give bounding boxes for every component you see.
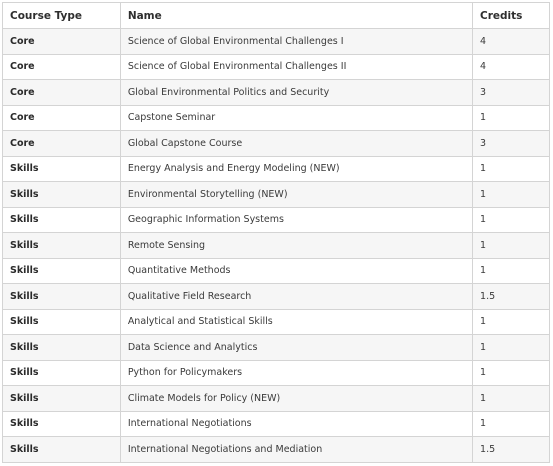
table-body xyxy=(3,29,550,463)
table-row xyxy=(3,360,550,386)
table-header xyxy=(3,3,550,29)
table-row xyxy=(3,54,550,80)
course-name-cell: Energy Analysis and Energy Modeling (NEW) xyxy=(120,156,472,182)
credits-cell: 1 xyxy=(473,182,550,208)
course-name-cell: Science of Global Environmental Challenges II xyxy=(120,54,472,80)
course-name-cell: Global Capstone Course xyxy=(120,131,472,157)
table-row xyxy=(3,156,550,182)
course-type-cell: Skills xyxy=(3,233,121,259)
course-type-cell: Core xyxy=(3,80,121,106)
header-row xyxy=(3,3,550,29)
course-name-cell: Analytical and Statistical Skills xyxy=(120,309,472,335)
table-row xyxy=(3,437,550,463)
course-type-cell: Skills xyxy=(3,156,121,182)
course-name-cell: Geographic Information Systems xyxy=(120,207,472,233)
course-type-cell: Skills xyxy=(3,386,121,412)
credits-cell: 3 xyxy=(473,80,550,106)
table-row xyxy=(3,182,550,208)
course-name-cell: Global Environmental Politics and Security xyxy=(120,80,472,106)
credits-cell: 1 xyxy=(473,258,550,284)
credits-cell: 1 xyxy=(473,386,550,412)
credits-cell: 1 xyxy=(473,411,550,437)
credits-cell: 1 xyxy=(473,360,550,386)
column-header-name: Name xyxy=(120,3,472,29)
course-type-cell: Skills xyxy=(3,207,121,233)
credits-cell: 1.5 xyxy=(473,284,550,310)
course-name-cell: Capstone Seminar xyxy=(120,105,472,131)
table-row xyxy=(3,131,550,157)
credits-cell: 1 xyxy=(473,207,550,233)
table-row xyxy=(3,411,550,437)
course-type-cell: Skills xyxy=(3,284,121,310)
course-name-cell: Environmental Storytelling (NEW) xyxy=(120,182,472,208)
table-row xyxy=(3,284,550,310)
course-name-cell: Quantitative Methods xyxy=(120,258,472,284)
course-name-cell: Science of Global Environmental Challenges I xyxy=(120,29,472,55)
course-name-cell: Data Science and Analytics xyxy=(120,335,472,361)
course-name-cell: Python for Policymakers xyxy=(120,360,472,386)
table-row xyxy=(3,258,550,284)
table-row xyxy=(3,207,550,233)
column-header-credits: Credits xyxy=(473,3,550,29)
course-type-cell: Core xyxy=(3,105,121,131)
course-type-cell: Core xyxy=(3,29,121,55)
column-header-course-type: Course Type xyxy=(3,3,121,29)
credits-cell: 1 xyxy=(473,156,550,182)
course-name-cell: International Negotiations and Mediation xyxy=(120,437,472,463)
course-name-cell: Climate Models for Policy (NEW) xyxy=(120,386,472,412)
table-row xyxy=(3,386,550,412)
credits-cell: 4 xyxy=(473,54,550,80)
credits-cell: 4 xyxy=(473,29,550,55)
table-row xyxy=(3,233,550,259)
credits-cell: 1 xyxy=(473,309,550,335)
course-type-cell: Skills xyxy=(3,437,121,463)
course-table xyxy=(2,2,550,463)
credits-cell: 1.5 xyxy=(473,437,550,463)
course-name-cell: Remote Sensing xyxy=(120,233,472,259)
course-type-cell: Skills xyxy=(3,360,121,386)
credits-cell: 1 xyxy=(473,233,550,259)
course-name-cell: International Negotiations xyxy=(120,411,472,437)
course-type-cell: Skills xyxy=(3,335,121,361)
table-row xyxy=(3,29,550,55)
course-type-cell: Core xyxy=(3,54,121,80)
course-type-cell: Skills xyxy=(3,411,121,437)
table-row xyxy=(3,80,550,106)
course-type-cell: Skills xyxy=(3,258,121,284)
course-type-cell: Core xyxy=(3,131,121,157)
course-type-cell: Skills xyxy=(3,182,121,208)
table-row xyxy=(3,309,550,335)
credits-cell: 1 xyxy=(473,335,550,361)
course-type-cell: Skills xyxy=(3,309,121,335)
course-name-cell: Qualitative Field Research xyxy=(120,284,472,310)
table-row xyxy=(3,105,550,131)
table-row xyxy=(3,335,550,361)
credits-cell: 3 xyxy=(473,131,550,157)
credits-cell: 1 xyxy=(473,105,550,131)
